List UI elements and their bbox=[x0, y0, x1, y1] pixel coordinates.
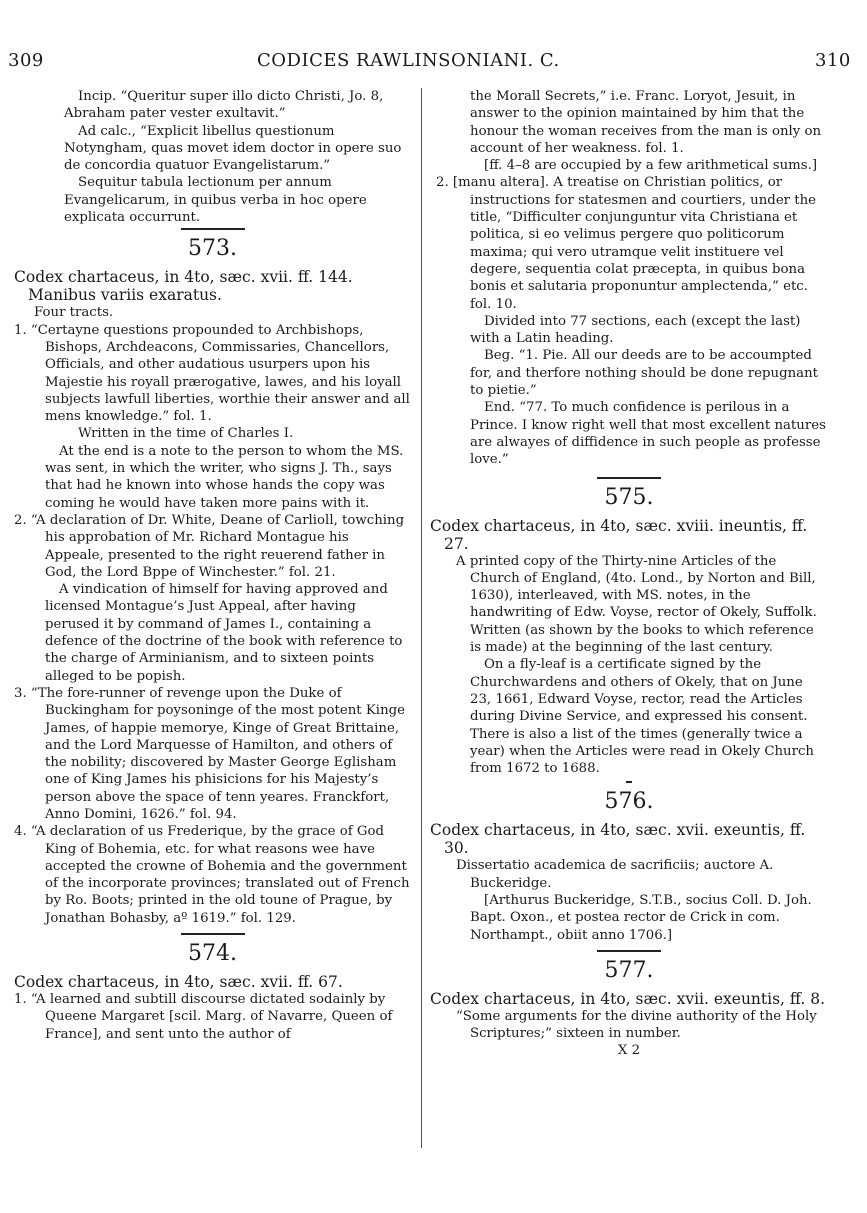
signature-mark: X 2 bbox=[617, 1043, 641, 1059]
entry-number-575: 575. bbox=[604, 484, 654, 510]
item-3: 3. “The fore-runner of revenge upon the Duke of Buckingham for poysoninge of the most potent Kinge James, of happie memorye, Kinge of Great Brittaine, and the Lord Marquesse of Hamilton, and others of the nobility; discovered by Master George Eglisham one of King James his phisicions for his Majesty’s person above the space of tenn yeares. Franckfort, Anno Domini, 1626.” fol. 94. bbox=[14, 685, 406, 822]
item-574-1-note: [ff. 4–8 are occupied by a few arithmetical sums.] bbox=[484, 158, 818, 174]
section-rule bbox=[181, 933, 245, 935]
item-574-2: 2. [manu altera]. A treatise on Christian politics, or instructions for statesmen and courtiers, under the title, “Difficulter conjunguntur vita Christiana et politica, si eo velimus pergere quo politicorum maxima; qui vero utramque velit instituere vel degere, sequentia colat præcepta, in quibus bona bonis et salutaria proponuntur amplectenda,” etc. fol. 10. bbox=[436, 175, 817, 312]
right-column bbox=[430, 88, 828, 1060]
section-dot bbox=[626, 781, 632, 783]
entry-number-577: 577. bbox=[604, 957, 654, 983]
ad-calc: Ad calc., “Explicit libellus questionum Notyngham, quas movet idem doctor in opere suo de concordia quatuor Evangelistarum.” bbox=[64, 123, 402, 174]
running-title: CODICES RAWLINSONIANI. C. bbox=[257, 50, 560, 71]
entry-number-574: 574. bbox=[188, 941, 237, 967]
item-1-note-date: Written in the time of Charles I. bbox=[78, 426, 294, 442]
item-574-1-continued: the Morall Secrets,” i.e. Franc. Loryot, Jesuit, in answer to the opinion maintained by him that the honour the woman receives from the man is only on account of her weakness. fol. 1. bbox=[470, 89, 822, 156]
note-576: [Arthurus Buckeridge, S.T.B., socius Coll. D. Joh. Bapt. Oxon., et postea rector de Crick in com. Northampt., obiit anno 1706.] bbox=[470, 892, 812, 943]
item-574-2-end: End. “77. To much confidence is perilous in a Prince. I know right well that most excellent natures are alwayes of diffidence in such people as professe love.” bbox=[470, 400, 826, 468]
item-2: 2. “A declaration of Dr. White, Deane of Carlioll, towching his approbation of Mr. Richard Montague his Appeale, presented to the right reuerend father in God, the Lord Bppe of Winchester.” fol. 21. bbox=[14, 512, 405, 580]
codex-description-577: Codex chartaceus, in 4to, sæc. xvii. exeuntis, ff. 8. bbox=[430, 989, 826, 1008]
item-574-1: 1. “A learned and subtill discourse dictated sodainly by Queene Margaret [scil. Marg. of Navarre, Queen of France], and sent unto the author of bbox=[14, 992, 393, 1042]
item-574-2-beginning: Beg. “1. Pie. All our deeds are to be accoumpted for, and therfore nothing should be done repugnant to pietie.” bbox=[470, 348, 818, 399]
codex-description-574: Codex chartaceus, in 4to, sæc. xvii. ff. 67. bbox=[14, 973, 343, 992]
section-rule bbox=[181, 228, 245, 230]
text-576: Dissertatio academica de sacrificiis; auctore A. Buckeridge. bbox=[456, 858, 774, 891]
entry-number-573: 573. bbox=[188, 236, 237, 262]
item-4: 4. “A declaration of us Frederique, by the grace of God King of Bohemia, etc. for what reasons wee have accepted the crowne of Bohemia and the government of the incorporate provinces; translated out of French by Ro. Boots; printed in the old toune of Prague, by Jonathan Bohasby, aº 1619.” fol. 129. bbox=[14, 824, 410, 926]
sequitur: Sequitur tabula lectionum per annum Evangelicarum, in quibus verba in hoc opere explicata occurrunt. bbox=[64, 175, 367, 226]
item-1: 1. “Certayne questions propounded to Archbishops, Bishops, Archdeacons, Commissaries, Chancellors, Officials, and other audatious usurpers upon his Majestie his royall prærogative, lawes, and his loyall subjects lawfull liberties, worthie their answer and all mens knowledge.” fol. 1. bbox=[14, 322, 410, 425]
section-rule bbox=[597, 950, 661, 952]
codex-description-573: Codex chartaceus, in 4to, sæc. xvii. ff. 144. Manibus variis exaratus. bbox=[14, 268, 353, 305]
codex-description-575: Codex chartaceus, in 4to, sæc. xviii. ineuntis, ff. 27. bbox=[430, 516, 808, 553]
item-1-note: At the end is a note to the person to whom the MS. was sent, in which the writer, who signs J. Th., says that had he known into whose hands the copy was coming he would have taken more pains with it. bbox=[45, 443, 404, 511]
text-575: A printed copy of the Thirty-nine Articles of the Church of England, (4to. Lond., by Norton and Bill, 1630), interleaved, with MS. notes, in the handwriting of Edw. Voyse, rector of Okely, Suffolk. Written (as shown by the books to which reference is made) at the beginning of the last century. bbox=[456, 553, 817, 656]
item-2-note: A vindication of himself for having approved and licensed Montague’s Just Appeal, after having perused it by command of James I., containing a defence of the doctrine of the book with reference to the charge of Arminianism, and to sixteen points alleged to be popish. bbox=[45, 582, 403, 684]
item-574-2-sections: Divided into 77 sections, each (except the last) with a Latin heading. bbox=[470, 313, 801, 347]
section-rule bbox=[597, 477, 661, 479]
codex-description-576: Codex chartaceus, in 4to, sæc. xvii. exeuntis, ff. 30. bbox=[430, 821, 806, 858]
left-column bbox=[14, 88, 411, 1043]
text-577: “Some arguments for the divine authority of the Holy Scriptures;” sixteen in number. bbox=[456, 1008, 817, 1042]
tract-count: Four tracts. bbox=[34, 305, 114, 321]
column-divider bbox=[421, 88, 422, 1148]
incipit: Incip. “Queritur super illo dicto Christi, Jo. 8, Abraham pater vester exultavit.” bbox=[64, 89, 384, 122]
page-number-left: 309 bbox=[8, 50, 44, 71]
entry-number-576: 576. bbox=[604, 789, 654, 815]
page-number-right: 310 bbox=[815, 50, 851, 71]
note-575: On a fly-leaf is a certificate signed by the Churchwardens and others of Okely, that on June 23, 1661, Edward Voyse, rector, read the Articles during Divine Service, and expressed his consent. There is also a list of the times (generally twice a year) when the Articles were read in Okely Church from 1672 to 1688. bbox=[470, 657, 814, 777]
